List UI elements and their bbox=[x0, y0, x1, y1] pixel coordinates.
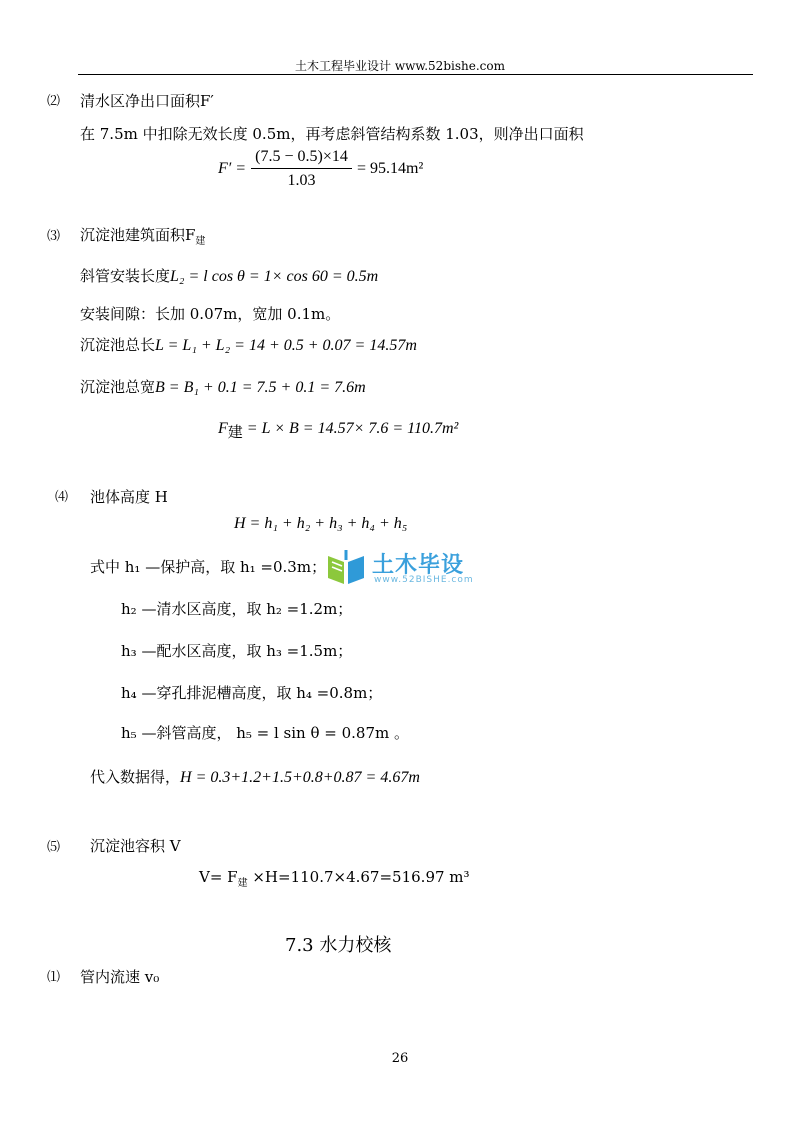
section-2-number: ⑵ bbox=[47, 94, 61, 109]
header-rule bbox=[78, 74, 753, 75]
section-heading: 7.3 水力校核 bbox=[285, 935, 392, 956]
formula-fraction bbox=[251, 148, 352, 190]
outlet-area-formula bbox=[218, 148, 423, 190]
total-length-label: 沉淀池总长 bbox=[80, 336, 156, 354]
watermark-url: www.52BISHE.com bbox=[374, 575, 474, 585]
height-substitution: 代入数据得，H = 0.3+1.2+1.5+0.8+0.87 = 4.67m bbox=[90, 768, 420, 786]
watermark-text: 土木毕设 bbox=[372, 553, 465, 578]
section-2-description: 在 7.5m 中扣除无效长度 0.5m，再考虑斜管结构系数 1.03，则净出口面积 bbox=[80, 125, 584, 143]
section-4-title: 池体高度 H bbox=[90, 488, 168, 506]
h3-definition: h₃ —配水区高度，取 h₃ =1.5m； bbox=[121, 642, 353, 660]
h4-definition: h₄ —穿孔排泥槽高度，取 h₄ =0.8m； bbox=[121, 684, 383, 702]
total-length-line bbox=[80, 334, 417, 355]
section-3-number: ⑶ bbox=[47, 229, 61, 244]
watermark-book-icon bbox=[324, 548, 368, 588]
section-2-title: 清水区净出口面积F′ bbox=[80, 92, 214, 110]
formula-rhs: = 95.14m² bbox=[356, 160, 424, 177]
total-width-equation: B = B₁ + 0.1 = 7.5 + 0.1 = 7.6m bbox=[155, 379, 366, 396]
h5-definition: h₅ —斜管高度， h₅ = l sin θ = 0.87m 。 bbox=[121, 724, 410, 742]
total-width-line bbox=[80, 376, 366, 397]
page-number: 26 bbox=[391, 1051, 409, 1066]
building-area-formula: $F_建 = L \times B = 14.57\times 7.6 = 110.7m^2$ bbox=[218, 420, 459, 442]
section-4-number: ⑷ bbox=[55, 490, 69, 505]
fraction-denominator: 1.03 bbox=[287, 172, 316, 189]
subsection-1-number: ⑴ bbox=[47, 970, 61, 985]
volume-equation: $V= F_建 \times H=110.7\times 4.67=516.97$ m³ bbox=[199, 868, 470, 889]
h1-definition: 式中 h₁ —保护高，取 h₁ =0.3m； bbox=[90, 558, 327, 576]
fraction-numerator: (7.5 − 0.5)×14 bbox=[251, 148, 352, 169]
subsection-1-title: 管内流速 v₀ bbox=[80, 968, 160, 986]
total-length-equation: L = L₁ + L₂ = 14 + 0.5 + 0.07 = 14.57m bbox=[155, 337, 417, 354]
section-5-number: ⑸ bbox=[47, 840, 61, 855]
h2-definition: h₂ —清水区高度，取 h₂ =1.2m； bbox=[121, 600, 353, 618]
height-equation: H = h₁ + h₂ + h₃ + h₄ + h₅ bbox=[234, 515, 408, 532]
tube-length-line bbox=[80, 265, 378, 286]
formula-lhs: F′ = bbox=[218, 160, 247, 177]
tube-length-equation: L₂ = l cos θ = 1× cos 60 = 0.5m bbox=[170, 268, 379, 285]
watermark-logo bbox=[324, 548, 484, 588]
section-3-title: 沉淀池建筑面积$F_建$ bbox=[80, 226, 206, 247]
page-header: 土木工程毕业设计 www.52bishe.com bbox=[295, 59, 505, 73]
total-width-label: 沉淀池总宽 bbox=[80, 378, 156, 396]
section-5-title: 沉淀池容积 V bbox=[90, 837, 181, 855]
installation-gap: 安装间隙：长加 0.07m，宽加 0.1m。 bbox=[80, 305, 341, 323]
tube-length-label: 斜管安装长度 bbox=[80, 267, 171, 285]
